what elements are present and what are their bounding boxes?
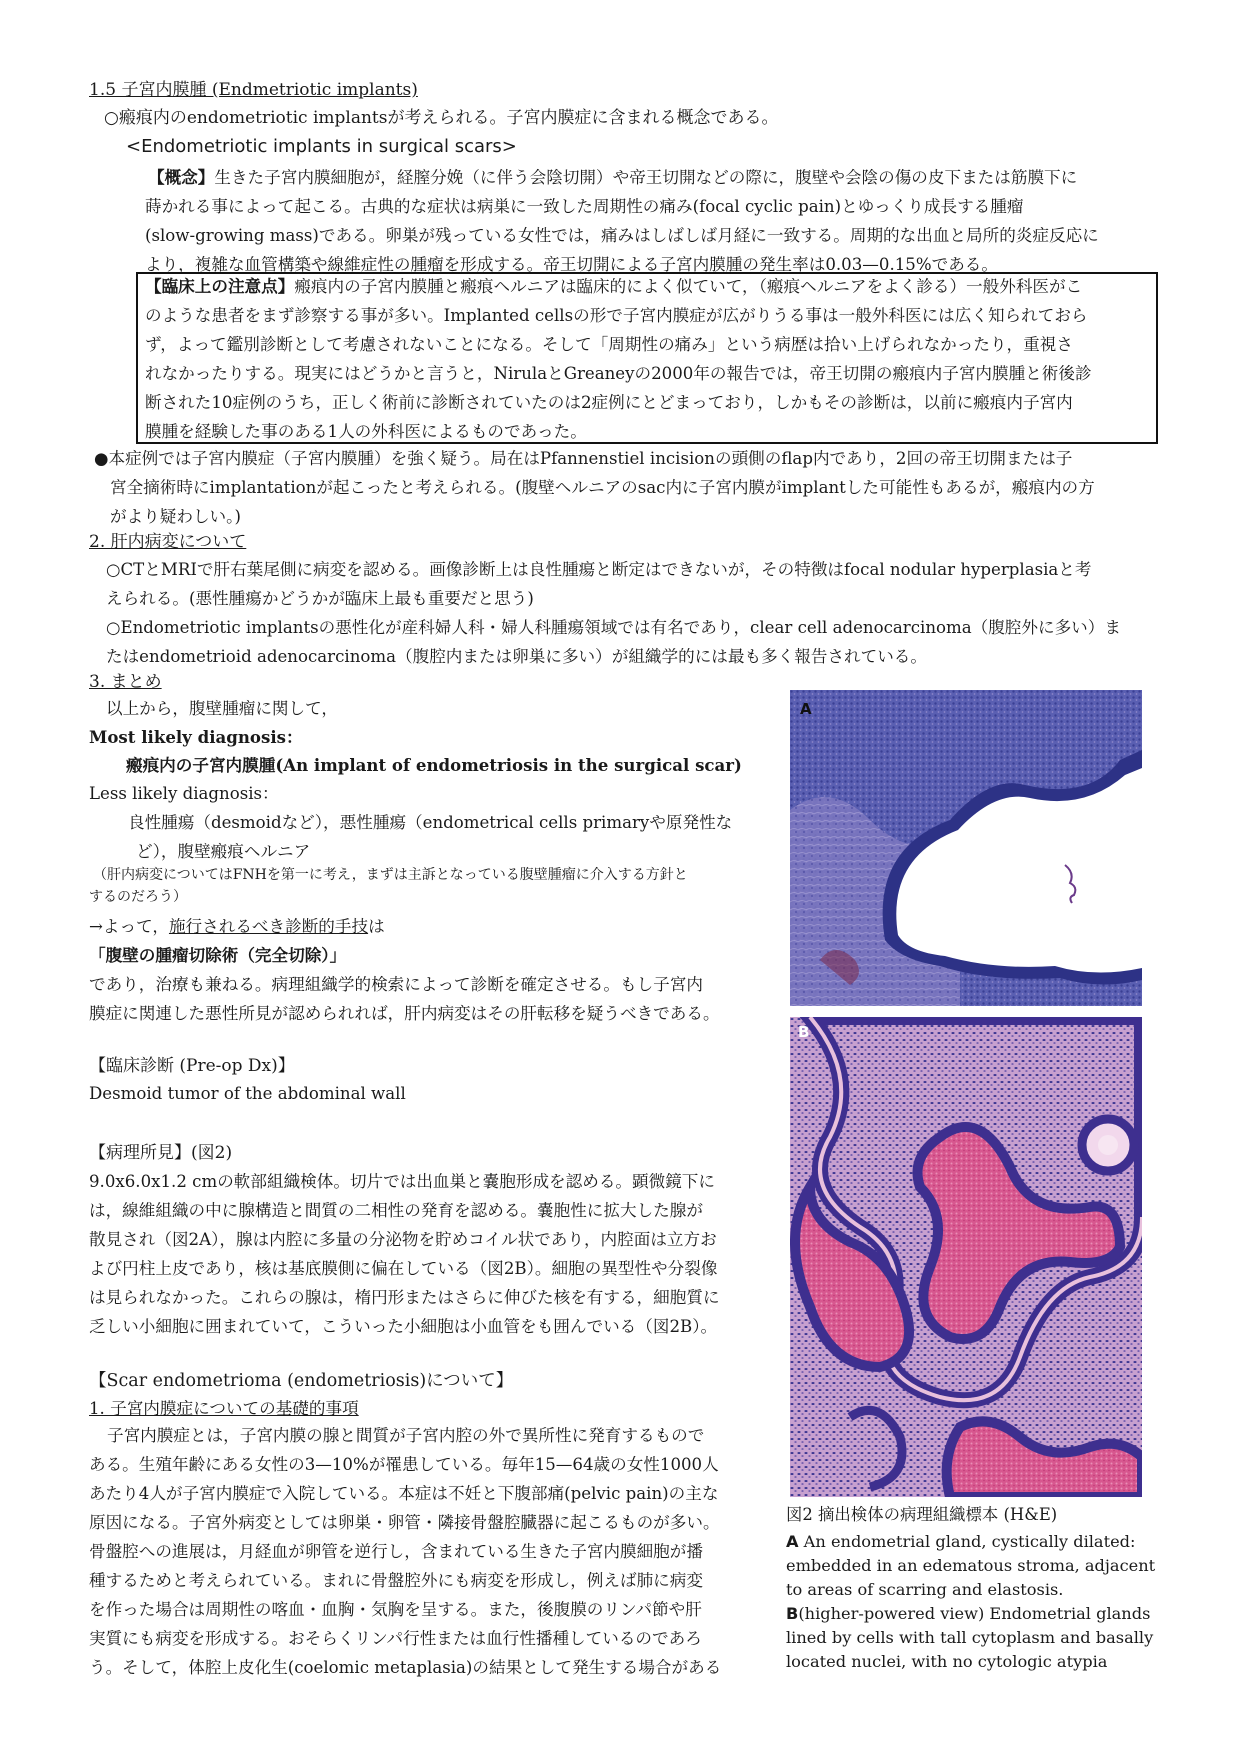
most-likely-diagnosis: 瘢痕内の子宮内膜腫(An implant of endometriosis in the surgical scar): [126, 755, 742, 775]
procedure-prefix: →よって，: [89, 917, 169, 936]
scar-line: あたり4人が子宮内膜症で入院している。本症は不妊と下腹部痛(pelvic pain)の主な: [89, 1484, 719, 1503]
liver-note-line: （肝内病変についてはFNHを第一に考え，まずは主訴となっている腹壁腫瘤に介入する方針と: [93, 867, 688, 883]
section-1-5-heading: 1.5 子宮内膜腫 (Endmetriotic implants): [89, 80, 418, 100]
histology-image-b: [790, 1017, 1142, 1497]
histology-image-b-graphic: [790, 1017, 1142, 1497]
liver-note-line: するのだろう）: [89, 889, 187, 905]
less-likely-line: 良性腫瘍（desmoidなど），悪性腫瘍（endometrical cells primaryや原発性な: [128, 813, 733, 832]
pathology-paragraph: [89, 1167, 720, 1341]
procedure-after-line: 膜症に関連した悪性所見が認められれば，肝内病変はその肝転移を疑うべきである。: [89, 1004, 720, 1023]
scar-line: う。そして，体腔上皮化生(coelomic metaplasia)の結果として発生する場合がある: [89, 1658, 722, 1677]
procedure-name: 「腹壁の腫瘤切除術（完全切除）」: [89, 945, 347, 965]
figure-caption-a: [786, 1530, 1155, 1602]
clinical-notes-paragraph: [145, 272, 1092, 446]
scar-subheading: 1. 子宮内膜症についての基礎的事項: [89, 1399, 359, 1418]
caption-b-line: lined by cells with tall cytoplasm and basally: [786, 1628, 1154, 1647]
case-paragraph: [94, 444, 1095, 531]
concept-line: (slow-growing mass)である。卵巣が残っている女性では，痛みはしばしば月経に一致する。周期的な出血と局所的炎症反応に: [145, 226, 1099, 245]
less-likely-line: ど），腹壁瘢痕ヘルニア: [136, 842, 311, 861]
clinical-line: 膜腫を経験した事のある1人の外科医によるものであった。: [145, 422, 587, 441]
section-2-line: ○Endometriotic implantsの悪性化が産科婦人科・婦人科腫瘍領域では有名であり，clear cell adenocarcinoma（腹腔外に多い）ま: [106, 618, 1121, 637]
clinical-line: 瘢痕内の子宮内膜腫と瘢痕ヘルニアは臨床的によく似ていて，（瘢痕ヘルニアをよく診る）一般外科医がこ: [294, 277, 1083, 296]
scar-heading: 【Scar endometrioma (endometriosis)について】: [89, 1371, 514, 1391]
case-line: ●本症例では子宮内膜症（子宮内膜腫）を強く疑う。局在はPfannenstiel incisionの頭側のflap内であり，2回の帝王切開または子: [94, 449, 1073, 468]
caption-b-line: (higher-powered view) Endometrial glands: [798, 1604, 1151, 1623]
caption-a-line: embedded in an edematous stroma, adjacent: [786, 1556, 1156, 1575]
procedure-intro: [89, 917, 385, 938]
liver-note: [89, 864, 688, 908]
section-1-5-subheading: <Endometriotic implants in surgical scars>: [126, 136, 517, 157]
pathology-line: 散見され（図2A），腺は内腔に多量の分泌物を貯めコイル状であり，内腔面は立方お: [89, 1230, 717, 1249]
concept-line: 蒔かれる事によって起こる。古典的な症状は病巣に一致した周期性の痛み(focal cyclic pain)とゆっくり成長する腫瘤: [145, 197, 1024, 216]
scar-line: 原因になる。子宮外病変としては卵巣・卵管・隣接骨盤腔臓器に起こるものが多い。: [89, 1513, 720, 1532]
most-likely-label: Most likely diagnosis：: [89, 727, 303, 747]
preop-text: Desmoid tumor of the abdominal wall: [89, 1084, 406, 1103]
concept-line: より，複雑な血管構築や線維症性の腫瘤を形成する。帝王切開による子宮内膜腫の発生率は0.03—0.15%である。: [145, 255, 998, 274]
pathology-line: よび円柱上皮であり，核は基底膜側に偏在している（図2B）。細胞の異型性や分裂像: [89, 1259, 718, 1278]
scar-line: 実質にも病変を形成する。おそらくリンパ行性または血行性播種しているのであろ: [89, 1629, 702, 1648]
procedure-after: [89, 970, 720, 1028]
section-2-line: えられる。(悪性腫瘍かどうかが臨床上最も重要だと思う): [106, 589, 534, 608]
section-2-line: たはendometrioid adenocarcinoma（腹腔内または卵巣に多い）が組織学的には最も多く報告されている。: [106, 647, 927, 666]
figure-label-a: A: [800, 700, 812, 718]
procedure-suffix: は: [368, 917, 385, 936]
pathology-line: 9.0x6.0x1.2 cmの軟部組織検体。切片では出血巣と嚢胞形成を認める。顕微鏡下に: [89, 1172, 715, 1191]
histology-image-a-graphic: [790, 690, 1142, 1006]
clinical-line: のような患者をまず診察する事が多い。Implanted cellsの形で子宮内膜症が広がりうる事は一般外科医には広く知られておら: [145, 306, 1088, 325]
preop-heading: 【臨床診断 (Pre-op Dx)】: [89, 1056, 295, 1076]
pathology-line: 乏しい小細胞に囲まれていて，こういった小細胞は小血管をも囲んでいる（図2B）。: [89, 1317, 718, 1336]
clinical-line: 断された10症例のうち，正しく術前に診断されていたのは2症例にとどまっており，しかもその診断は，以前に瘢痕内子宮内: [145, 393, 1073, 412]
figure-label-b: B: [798, 1023, 810, 1041]
histology-image-a: [790, 690, 1142, 1006]
figure-caption-title: 図2 摘出検体の病理組織標本 (H&E): [786, 1505, 1058, 1524]
pathology-line: は，線維組織の中に腺構造と間質の二相性の発育を認める。嚢胞性に拡大した腺が: [89, 1201, 703, 1220]
section-3-heading: 3. まとめ: [89, 672, 162, 692]
section-2-line: ○CTとMRIで肝右葉尾側に病変を認める。画像診断上は良性腫瘍と断定はできないが，その特徴はfocal nodular hyperplasiaと考: [106, 560, 1092, 579]
scar-line: 子宮内膜症とは，子宮内膜の腺と間質が子宮内腔の外で異所性に発育するもので: [107, 1426, 705, 1445]
section-1-5-intro: ○瘢痕内のendometriotic implantsが考えられる。子宮内膜症に含まれる概念である。: [104, 108, 779, 128]
section-2-heading: 2. 肝内病変について: [89, 532, 247, 552]
clinical-line: ず，よって鑑別診断として考慮されないことになる。そして「周期性の痛み」という病歴は拾い上げられなかったり，重視さ: [145, 335, 1073, 354]
figure-caption-b: [786, 1602, 1153, 1674]
section-2-paragraph-1: [106, 555, 1092, 613]
concept-paragraph: [145, 163, 1102, 279]
concept-label: 【概念】: [148, 167, 215, 187]
caption-b-line: located nuclei, with no cytologic atypia: [786, 1652, 1108, 1671]
scar-line: 骨盤腔への進展は，月経血が卵管を逆行し，含まれている生きた子宮内膜細胞が播: [89, 1542, 703, 1561]
caption-a-line: An endometrial gland, cystically dilated:: [798, 1532, 1136, 1551]
clinical-label: 【臨床上の注意点】: [145, 276, 295, 296]
procedure-after-line: であり，治療も兼ねる。病理組織学的検索によって診断を確定させる。もし子宮内: [89, 975, 703, 994]
clinical-line: れなかったりする。現実にはどうかと言うと，NirulaとGreaneyの2000年の報告では，帝王切開の瘢痕内子宮内膜腫と術後診: [145, 364, 1092, 383]
less-likely-label: Less likely diagnosis：: [89, 784, 279, 803]
caption-a-line: to areas of scarring and elastosis.: [786, 1580, 1064, 1599]
scar-line: を作った場合は周期性の喀血・血胸・気胸を呈する。また，後腹膜のリンパ節や肝: [89, 1600, 702, 1619]
scar-line: 種するためと考えられている。まれに骨盤腔外にも病変を形成し，例えば肺に病変: [89, 1571, 703, 1590]
pathology-line: は見られなかった。これらの腺は，楕円形またはさらに伸びた核を有する，細胞質に: [89, 1288, 720, 1307]
procedure-underlined: 施行されるべき診断的手技: [168, 917, 369, 936]
caption-a-label: A: [786, 1532, 799, 1551]
caption-b-label: B: [786, 1604, 799, 1623]
scar-paragraph: [89, 1421, 721, 1682]
summary-intro: 以上から，腹壁腫瘤に関して，: [106, 699, 338, 718]
pathology-heading: 【病理所見】(図2): [89, 1143, 233, 1163]
section-2-paragraph-2: [106, 613, 1121, 671]
case-line: 宮全摘術時にimplantationが起こったと考えられる。(腹壁ヘルニアのsac内に子宮内膜がimplantした可能性もあるが，瘢痕内の方: [110, 478, 1095, 497]
scar-line: ある。生殖年齢にある女性の3—10%が罹患している。毎年15—64歳の女性1000人: [89, 1455, 719, 1474]
case-line: がより疑わしい。): [110, 507, 241, 526]
less-likely-list: [128, 808, 732, 866]
concept-line: 生きた子宮内膜細胞が，経膣分娩（に伴う会陰切開）や帝王切開などの際に，腹壁や会陰の傷の皮下または筋膜下に: [214, 168, 1078, 187]
